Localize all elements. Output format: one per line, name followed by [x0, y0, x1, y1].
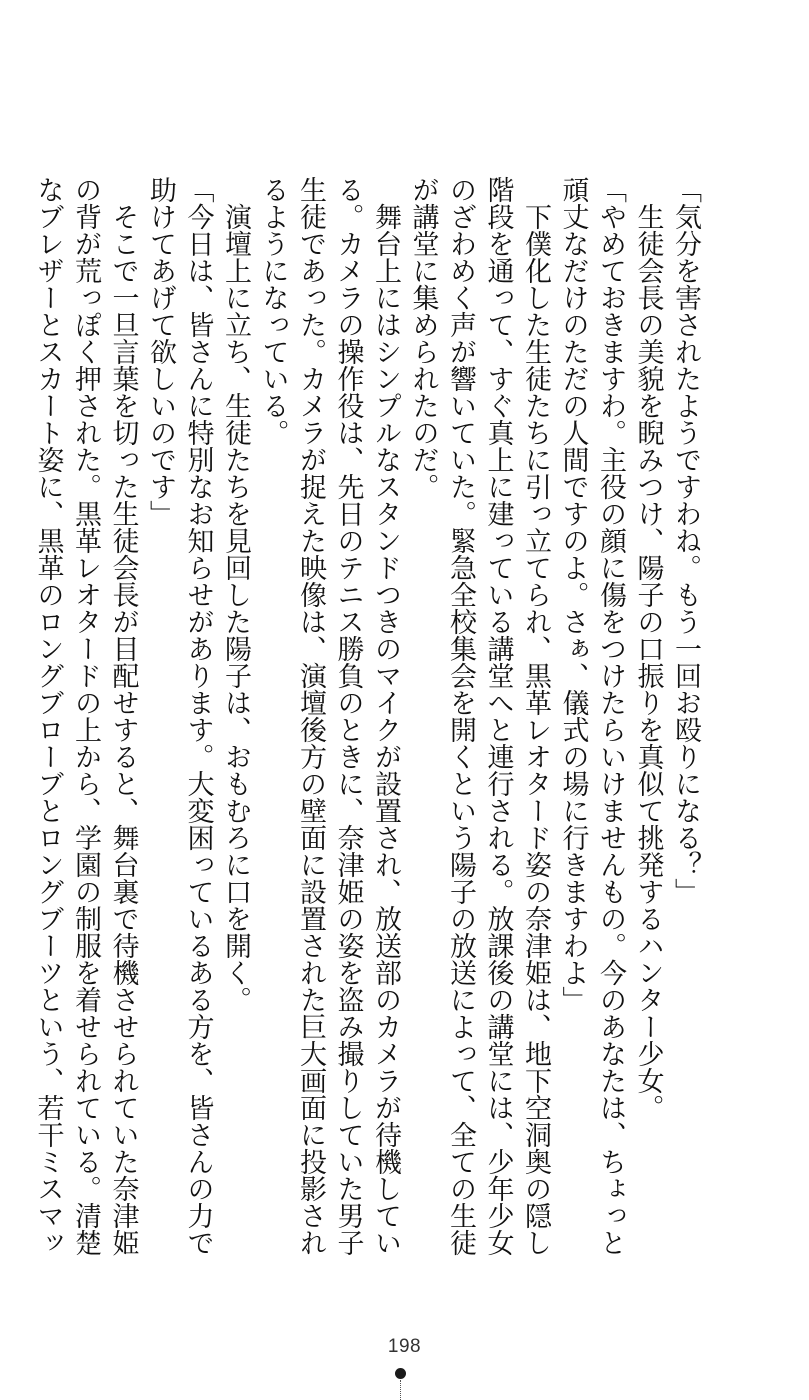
- vertical-text-body: [29, 176, 704, 1256]
- text-line-3: 「やめておきますわ。主役の顔に傷をつけたらいけませんもの。今のあなたは、ちょっと: [595, 176, 626, 1256]
- text-line-6: 階段を通って、すぐ真上に建っている講堂へと連行される。放課後の講堂には、少年少女: [482, 176, 514, 1256]
- text-line-15: 助けてあげて欲しいのです」: [145, 176, 176, 527]
- page-number: 198: [387, 1336, 422, 1357]
- text-line-2: 生徒会長の美貌を睨みつけ、陽子の口振りを真似て挑発するハンター少女。: [632, 176, 664, 1121]
- text-line-11: 生徒であった。カメラが捉えた映像は、演壇後方の壁面に設置された巨大画面に投影され: [295, 176, 326, 1256]
- text-line-16: そこで一旦言葉を切った生徒会長が目配せすると、舞台裏で待機させられていた奈津姫: [107, 176, 139, 1256]
- text-line-18: なブレザーとスカート姿に、黒革のロングブローブとロングブーツという、若干ミスマッ: [32, 176, 64, 1256]
- text-line-1: 「気分を害されたようですわね。もう一回お殴りになる？」: [670, 176, 701, 905]
- text-line-5: 下僕化した生徒たちに引っ立てられ、黒革レオタード姿の奈津姫は、地下空洞奥の隠し: [520, 176, 551, 1256]
- text-line-17: の背が荒っぽく押された。黒革レオタードの上から、学園の制服を着せられている。清楚: [70, 176, 101, 1256]
- text-line-13: 演壇上に立ち、生徒たちを見回した陽子は、おもむろに口を開く。: [220, 176, 251, 1013]
- text-line-8: が講堂に集められたのだ。: [407, 176, 439, 500]
- page-marker-dotted-line: [400, 1380, 401, 1400]
- text-line-12: るようになっている。: [257, 176, 289, 446]
- page-marker-dot: [395, 1368, 406, 1379]
- text-line-14: 「今日は、皆さんに特別なお知らせがあります。大変困っているある方を、皆さんの力で: [182, 176, 214, 1256]
- text-line-9: 舞台上にはシンプルなスタンドつきのマイクが設置され、放送部のカメラが待機してい: [370, 176, 401, 1256]
- text-line-7: のざわめく声が響いていた。緊急全校集会を開くという陽子の放送によって、全ての生徒: [445, 176, 476, 1256]
- text-line-4: 頑丈なだけのただの人間ですのよ。さぁ、儀式の場に行きますわよ」: [557, 176, 589, 1013]
- text-line-10: る。カメラの操作役は、先日のテニス勝負のときに、奈津姫の姿を盗み撮りしていた男子: [332, 176, 364, 1256]
